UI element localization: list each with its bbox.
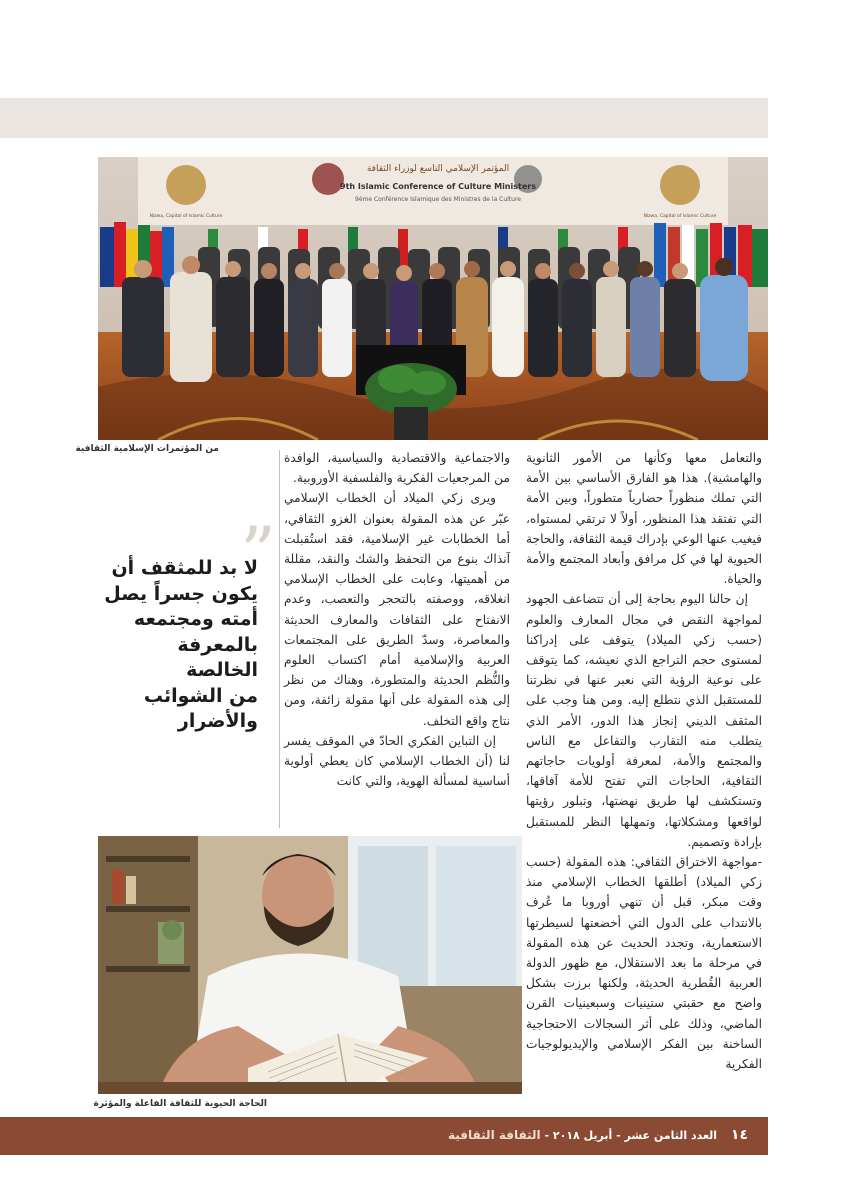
- col-middle-paragraph-3: إن التباين الفكري الحادّ في الموقف يفسر لنا (أن الخطاب الإسلامي كان يعطي أولوية أساسية لمسألة الهوية، والتي كانت: [284, 733, 510, 789]
- banner-title-text: 9th Islamic Conference of Culture Ministers: [340, 182, 536, 191]
- pull-quote: [100, 556, 258, 735]
- pull-quote-line: لا بد للمثقف أن: [111, 557, 258, 579]
- photo1-caption: من المؤتمرات الإسلامية الثقافية: [75, 444, 219, 454]
- conference-group-photo: [98, 157, 768, 440]
- pull-quote-line: يكون جسراً يصل: [104, 582, 258, 605]
- pull-quote-line: من الشوائب: [143, 684, 258, 707]
- footer-text: [448, 1127, 748, 1143]
- column-divider: [279, 450, 280, 828]
- issue-info: العدد الثامن عشر - أبريل ٢٠١٨ -: [544, 1129, 718, 1142]
- photo2-caption: الحاجة الحيوية للثقافة الفاعلة والمؤثرة: [93, 1099, 267, 1109]
- text-column-right: [526, 448, 762, 1074]
- col-right-paragraph-2: إن حالنا اليوم بحاجة إلى أن تتضاعف الجهود لمواجهة النقص في مجال المعارف والعلوم (حسب زكي الميلاد) يتوقف على إدراكنا لمستوى حجم التراجع الذي نعيشه، كما يتوقف على نوعية الرؤية التي نعبر عنها في نظرتنا للمستقبل الذي نتطلع إليه. ومن هنا وجب على المثقف الديني إنجاز هذا الدور، الأمر الذي يتطلب منه التقارب والتفاعل مع الناس والمجتمع والأمة، لمعرفة أولويات حاجاتهم الثقافية، الحاجات التي تفتح للأمة آفاقها، وتستكشف لها طريق نهضتها، وتبلور رؤيتها لواقعها ومشكلاتها، وتمهلها النظر للمستقبل بإرادة وتصميم.: [526, 592, 762, 849]
- banner-arabic-text: المؤتمر الإسلامي التاسع لوزراء الثقافة: [366, 164, 510, 174]
- reading-photo-drawing: [98, 836, 522, 1094]
- page-footer: [0, 1117, 768, 1155]
- page-number: ١٤: [730, 1127, 748, 1143]
- text-column-middle: [284, 448, 510, 791]
- col-right-paragraph-1: والتعامل معها وكأنها من الأمور الثانوية والهامشية). هذا هو الفارق الأساسي بين الأمة التي تملك منظوراً حضارياً متطوراً، وبين الأمة التي تفتقد هذا المنظور، أولاً لا ترتقي لمستواه، فيغيب عنها الوعي بإدراك قيمة الثقافة، والحاجة الحيوية لها في كل مرافق وأبعاد المجتمع والأمة والحياة.: [526, 451, 762, 587]
- man-reading-photo: [98, 836, 522, 1094]
- magazine-name: الثقافة الثقافية: [447, 1128, 541, 1142]
- conference-photo-drawing: [98, 157, 768, 440]
- col-middle-paragraph-1: والاجتماعية والاقتصادية والسياسية، الوافدة من المرجعيات الفكرية والفلسفية الأوروبية.: [284, 451, 510, 486]
- left-logo-text: Nizwa, Capital of Islamic Culture: [149, 214, 223, 219]
- banner-subtitle-text: 9ème Conférence Islamique des Ministres de la Culture: [355, 196, 521, 203]
- pull-quote-line: أمته ومجتمعه: [133, 608, 258, 630]
- quote-mark-icon: ”: [240, 512, 276, 594]
- right-logo-text: Nizwa, Capital of Islamic Culture: [643, 214, 717, 219]
- col-middle-paragraph-2: ويرى زكي الميلاد أن الخطاب الإسلامي عبّر عن هذه المقولة بعنوان الغزو الثقافي، أما الخطابات غير الإسلامية، فقد استُقبلت آنذاك بنوع من التحفظ والشك والنقد، مقللة من أهميتها، وعابت على الخطاب الإسلامي انغلاقه، ووصفته بالتحجر والتعصب، وعدم الانفتاح على الثقافات والمعارف الحديثة والمعاصرة، وسدّ الطريق على المجتمعات العربية والإسلامية أمام اكتساب العلوم والنُّظم الحديثة والمتطورة، وهناك من نظر إلى هذه المقولة على أنها مقولة زائفة، ومن نتاج واقع التخلف.: [284, 491, 510, 728]
- top-header-band: [0, 98, 768, 138]
- pull-quote-line: بالمعرفة الخالصة: [177, 633, 258, 681]
- col-right-paragraph-3: -مواجهة الاختراق الثقافي: هذه المقولة (حسب زكي الميلاد) أطلقها الخطاب الإسلامي منذ وقت مبكر، قبل أن تنهي أوروبا ما عُرف بالانتداب على الدول التي أخضعتها لسيطرتها الاستعمارية، وتجدد الحديث عن هذه المقولة في مرحلة ما بعد الاستقلال، مع ظهور الدولة العربية القُطرية الحديثة، ولكنها برزت بشكل واضح مع حقبتي ستينيات وسبعينيات القرن الماضي، وذلك على أثر السجالات الاحتجاجية الساخنة بين الفكر الإسلامي والإيديولوجيات الفكرية: [526, 855, 762, 1072]
- pull-quote-line: والأضرار: [177, 710, 258, 732]
